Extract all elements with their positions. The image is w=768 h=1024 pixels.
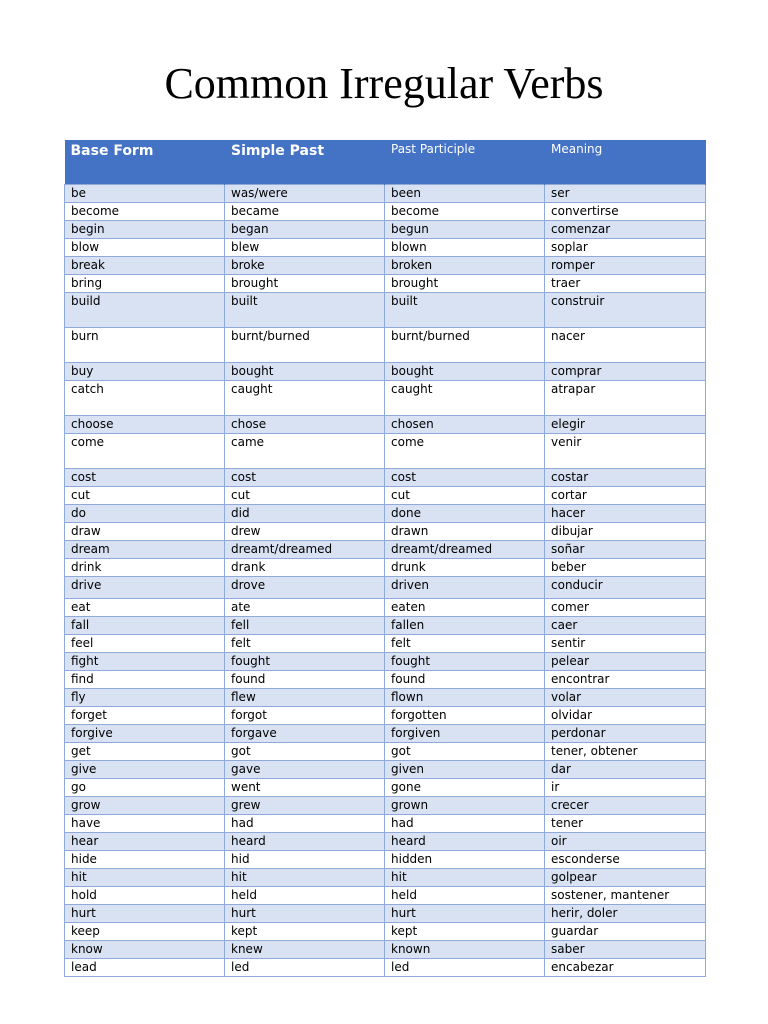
simple-past-cell: chose: [225, 416, 385, 434]
base-form-cell: drink: [65, 559, 225, 577]
meaning-cell: traer: [545, 275, 706, 293]
base-form-cell: grow: [65, 797, 225, 815]
meaning-cell: beber: [545, 559, 706, 577]
base-form-cell: have: [65, 815, 225, 833]
base-form-cell: hold: [65, 887, 225, 905]
simple-past-cell: forgave: [225, 725, 385, 743]
meaning-cell: romper: [545, 257, 706, 275]
table-row: [65, 959, 706, 977]
simple-past-cell: hit: [225, 869, 385, 887]
simple-past-cell: forgot: [225, 707, 385, 725]
table-row: [65, 635, 706, 653]
table-row: [65, 381, 706, 416]
base-form-cell: cut: [65, 487, 225, 505]
simple-past-cell: flew: [225, 689, 385, 707]
simple-past-cell: felt: [225, 635, 385, 653]
table-row: [65, 869, 706, 887]
table-row: [65, 487, 706, 505]
base-form-cell: hear: [65, 833, 225, 851]
simple-past-cell: broke: [225, 257, 385, 275]
simple-past-cell: led: [225, 959, 385, 977]
meaning-cell: esconderse: [545, 851, 706, 869]
meaning-cell: tener: [545, 815, 706, 833]
past-participle-cell: led: [385, 959, 545, 977]
meaning-cell: tener, obtener: [545, 743, 706, 761]
past-participle-cell: brought: [385, 275, 545, 293]
meaning-cell: saber: [545, 941, 706, 959]
table-row: [65, 905, 706, 923]
meaning-cell: olvidar: [545, 707, 706, 725]
simple-past-cell: fought: [225, 653, 385, 671]
table-row: [65, 851, 706, 869]
past-participle-cell: felt: [385, 635, 545, 653]
simple-past-cell: drew: [225, 523, 385, 541]
meaning-cell: crecer: [545, 797, 706, 815]
past-participle-cell: eaten: [385, 599, 545, 617]
table-row: [65, 275, 706, 293]
base-form-cell: fall: [65, 617, 225, 635]
meaning-cell: nacer: [545, 328, 706, 363]
simple-past-cell: drove: [225, 577, 385, 599]
simple-past-cell: dreamt/dreamed: [225, 541, 385, 559]
table-row: [65, 185, 706, 203]
past-participle-cell: kept: [385, 923, 545, 941]
past-participle-cell: known: [385, 941, 545, 959]
past-participle-cell: hurt: [385, 905, 545, 923]
meaning-cell: golpear: [545, 869, 706, 887]
base-form-cell: get: [65, 743, 225, 761]
base-form-cell: cost: [65, 469, 225, 487]
past-participle-cell: cut: [385, 487, 545, 505]
base-form-cell: know: [65, 941, 225, 959]
base-form-cell: blow: [65, 239, 225, 257]
past-participle-cell: hit: [385, 869, 545, 887]
base-form-cell: build: [65, 293, 225, 328]
table-row: [65, 257, 706, 275]
past-participle-cell: been: [385, 185, 545, 203]
simple-past-cell: grew: [225, 797, 385, 815]
meaning-cell: oir: [545, 833, 706, 851]
base-form-cell: forgive: [65, 725, 225, 743]
base-form-cell: find: [65, 671, 225, 689]
simple-past-cell: cut: [225, 487, 385, 505]
table-row: [65, 293, 706, 328]
base-form-cell: go: [65, 779, 225, 797]
simple-past-cell: came: [225, 434, 385, 469]
simple-past-cell: hurt: [225, 905, 385, 923]
meaning-cell: dar: [545, 761, 706, 779]
meaning-cell: conducir: [545, 577, 706, 599]
past-participle-cell: given: [385, 761, 545, 779]
table-row: [65, 833, 706, 851]
base-form-cell: burn: [65, 328, 225, 363]
past-participle-cell: hidden: [385, 851, 545, 869]
base-form-cell: bring: [65, 275, 225, 293]
table-row: [65, 941, 706, 959]
table-row: [65, 653, 706, 671]
past-participle-cell: become: [385, 203, 545, 221]
table-row: [65, 743, 706, 761]
simple-past-cell: went: [225, 779, 385, 797]
simple-past-cell: got: [225, 743, 385, 761]
meaning-cell: pelear: [545, 653, 706, 671]
table-row: [65, 541, 706, 559]
base-form-cell: draw: [65, 523, 225, 541]
table-row: [65, 505, 706, 523]
simple-past-cell: had: [225, 815, 385, 833]
simple-past-cell: built: [225, 293, 385, 328]
header-meaning: Meaning: [545, 140, 706, 185]
table-row: [65, 599, 706, 617]
past-participle-cell: built: [385, 293, 545, 328]
simple-past-cell: gave: [225, 761, 385, 779]
table-row: [65, 434, 706, 469]
simple-past-cell: bought: [225, 363, 385, 381]
table-row: [65, 671, 706, 689]
simple-past-cell: brought: [225, 275, 385, 293]
simple-past-cell: fell: [225, 617, 385, 635]
meaning-cell: construir: [545, 293, 706, 328]
base-form-cell: catch: [65, 381, 225, 416]
simple-past-cell: ate: [225, 599, 385, 617]
meaning-cell: encabezar: [545, 959, 706, 977]
meaning-cell: herir, doler: [545, 905, 706, 923]
base-form-cell: come: [65, 434, 225, 469]
meaning-cell: hacer: [545, 505, 706, 523]
past-participle-cell: had: [385, 815, 545, 833]
meaning-cell: sentir: [545, 635, 706, 653]
past-participle-cell: got: [385, 743, 545, 761]
table-row: [65, 815, 706, 833]
table-row: [65, 416, 706, 434]
simple-past-cell: found: [225, 671, 385, 689]
table-row: [65, 923, 706, 941]
past-participle-cell: blown: [385, 239, 545, 257]
table-row: [65, 523, 706, 541]
meaning-cell: caer: [545, 617, 706, 635]
table-row: [65, 797, 706, 815]
past-participle-cell: cost: [385, 469, 545, 487]
base-form-cell: keep: [65, 923, 225, 941]
past-participle-cell: come: [385, 434, 545, 469]
page-title: Common Irregular Verbs: [164, 59, 604, 108]
header-simple-past: Simple Past: [225, 140, 385, 185]
meaning-cell: atrapar: [545, 381, 706, 416]
base-form-cell: choose: [65, 416, 225, 434]
table-row: [65, 887, 706, 905]
table-row: [65, 577, 706, 599]
simple-past-cell: drank: [225, 559, 385, 577]
past-participle-cell: begun: [385, 221, 545, 239]
base-form-cell: eat: [65, 599, 225, 617]
table-row: [65, 239, 706, 257]
past-participle-cell: drunk: [385, 559, 545, 577]
base-form-cell: break: [65, 257, 225, 275]
past-participle-cell: found: [385, 671, 545, 689]
base-form-cell: dream: [65, 541, 225, 559]
simple-past-cell: cost: [225, 469, 385, 487]
meaning-cell: sostener, mantener: [545, 887, 706, 905]
header-past-participle: Past Participle: [385, 140, 545, 185]
simple-past-cell: kept: [225, 923, 385, 941]
base-form-cell: fly: [65, 689, 225, 707]
meaning-cell: volar: [545, 689, 706, 707]
header-base-form: Base Form: [65, 140, 225, 185]
base-form-cell: be: [65, 185, 225, 203]
meaning-cell: guardar: [545, 923, 706, 941]
meaning-cell: ser: [545, 185, 706, 203]
meaning-cell: comprar: [545, 363, 706, 381]
meaning-cell: costar: [545, 469, 706, 487]
past-participle-cell: grown: [385, 797, 545, 815]
base-form-cell: forget: [65, 707, 225, 725]
table-row: [65, 725, 706, 743]
meaning-cell: perdonar: [545, 725, 706, 743]
table-row: [65, 559, 706, 577]
base-form-cell: buy: [65, 363, 225, 381]
simple-past-cell: blew: [225, 239, 385, 257]
past-participle-cell: dreamt/dreamed: [385, 541, 545, 559]
past-participle-cell: forgotten: [385, 707, 545, 725]
meaning-cell: comenzar: [545, 221, 706, 239]
meaning-cell: soplar: [545, 239, 706, 257]
past-participle-cell: caught: [385, 381, 545, 416]
table-row: [65, 707, 706, 725]
past-participle-cell: done: [385, 505, 545, 523]
base-form-cell: hide: [65, 851, 225, 869]
past-participle-cell: forgiven: [385, 725, 545, 743]
past-participle-cell: heard: [385, 833, 545, 851]
simple-past-cell: did: [225, 505, 385, 523]
past-participle-cell: bought: [385, 363, 545, 381]
base-form-cell: do: [65, 505, 225, 523]
base-form-cell: become: [65, 203, 225, 221]
simple-past-cell: knew: [225, 941, 385, 959]
meaning-cell: soñar: [545, 541, 706, 559]
past-participle-cell: burnt/burned: [385, 328, 545, 363]
simple-past-cell: was/were: [225, 185, 385, 203]
base-form-cell: hit: [65, 869, 225, 887]
meaning-cell: venir: [545, 434, 706, 469]
past-participle-cell: gone: [385, 779, 545, 797]
table-row: [65, 617, 706, 635]
base-form-cell: drive: [65, 577, 225, 599]
past-participle-cell: held: [385, 887, 545, 905]
past-participle-cell: fought: [385, 653, 545, 671]
simple-past-cell: held: [225, 887, 385, 905]
header-row: [65, 140, 706, 185]
past-participle-cell: broken: [385, 257, 545, 275]
base-form-cell: hurt: [65, 905, 225, 923]
meaning-cell: comer: [545, 599, 706, 617]
past-participle-cell: drawn: [385, 523, 545, 541]
table-row: [65, 779, 706, 797]
meaning-cell: convertirse: [545, 203, 706, 221]
base-form-cell: give: [65, 761, 225, 779]
simple-past-cell: hid: [225, 851, 385, 869]
meaning-cell: encontrar: [545, 671, 706, 689]
base-form-cell: feel: [65, 635, 225, 653]
table-row: [65, 761, 706, 779]
simple-past-cell: burnt/burned: [225, 328, 385, 363]
table-row: [65, 469, 706, 487]
table-row: [65, 328, 706, 363]
meaning-cell: elegir: [545, 416, 706, 434]
simple-past-cell: became: [225, 203, 385, 221]
simple-past-cell: began: [225, 221, 385, 239]
base-form-cell: fight: [65, 653, 225, 671]
table-row: [65, 363, 706, 381]
table-row: [65, 689, 706, 707]
base-form-cell: lead: [65, 959, 225, 977]
verbs-table: [64, 140, 706, 977]
meaning-cell: cortar: [545, 487, 706, 505]
past-participle-cell: chosen: [385, 416, 545, 434]
past-participle-cell: driven: [385, 577, 545, 599]
meaning-cell: dibujar: [545, 523, 706, 541]
table-row: [65, 221, 706, 239]
base-form-cell: begin: [65, 221, 225, 239]
simple-past-cell: caught: [225, 381, 385, 416]
past-participle-cell: fallen: [385, 617, 545, 635]
simple-past-cell: heard: [225, 833, 385, 851]
past-participle-cell: flown: [385, 689, 545, 707]
meaning-cell: ir: [545, 779, 706, 797]
table-row: [65, 203, 706, 221]
